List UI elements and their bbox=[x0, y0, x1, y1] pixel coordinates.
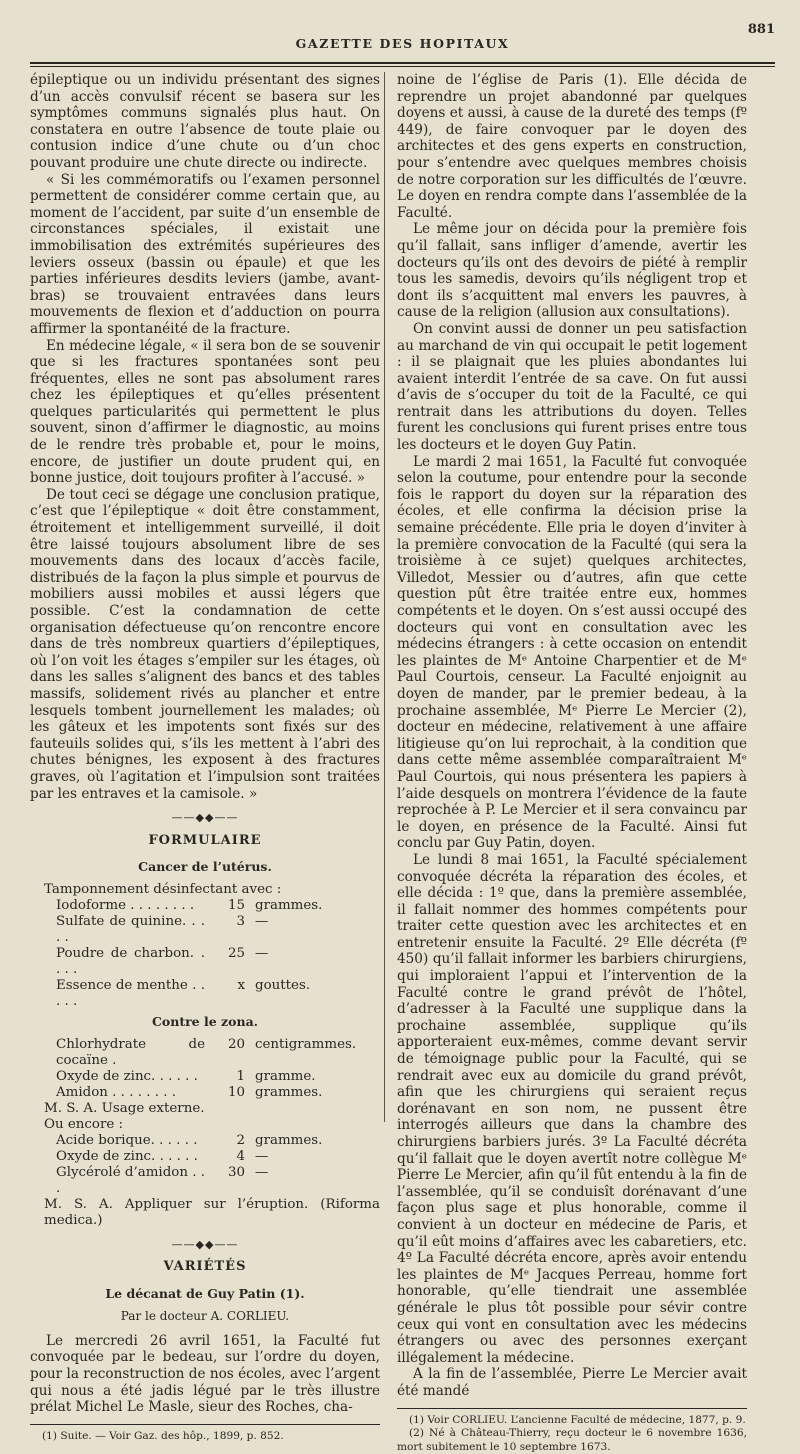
section-separator: ——◆◆—— bbox=[30, 1237, 380, 1254]
paragraph: « Si les commémoratifs ou l’examen personnel permettent de considérer comme certain que, au moment de l’accident, par suite d’un ensemble de circonstances spéciales, il existait une immobilisation des extrémités supérieures des leviers osseux (bassin ou épaule) et que les parties inférieures desdits leviers (jambe, avant-bras) se trouvaient entravées dans leurs mouvements de flexion et d’adduction on pourra affirmer la spontanéité de la fracture. bbox=[30, 172, 380, 338]
header-rule-thin bbox=[30, 66, 775, 67]
paragraph: Le mardi 2 mai 1651, la Faculté fut convoquée selon la coutume, pour entendre pour la seconde fois le rapport du doyen sur la réparation des écoles, et elle confirma la décision prise la semaine précédente. Elle pria le doyen d’inviter à la première convocation de la Faculté (qui sera la troisième à ce sujet) quelques architectes, Villedot, Messier ou d’autres, afin que cette question pût être traitée entre eux, hommes compétents et le doyen. On s’est aussi occupé des docteurs qui vont en consultation avec les médecins étrangers : à cette occasion on entendit les plaintes de Mᵉ Antoine Charpentier et de Mᵉ Paul Courtois, censeur. La Faculté enjoignit au doyen de mander, par le premier bedeau, à la prochaine assemblée, Mᵉ Pierre Le Mercier (2), docteur en médecine, relativement à une affaire litigieuse qu’on lui reprochait, à la condition que dans cette même assemblée comparaîtraient Mᵉ Paul Courtois, qui nous présentera les papiers à l’aide desquels on montrera l’évidence de la faute reprochée à P. Le Mercier et il sera convaincu par le doyen, en présence de la Faculté. Ainsi fut conclu par Guy Patin, doyen. bbox=[397, 454, 747, 852]
formula-usage: M. S. A. Usage externe. bbox=[30, 1101, 380, 1117]
formula-row: Iodoforme . . . . . . . . 15 grammes. bbox=[30, 898, 380, 914]
paragraph: noine de l’église de Paris (1). Elle décida de reprendre un projet abandonné par quelques doyens et aussi, à cause de la dureté des temps (fº 449), de faire convoquer par le doyen des architectes et des gens experts en construction, pour s’entendre avec quelques membres choisis de notre corporation sur les difficultés de l’œuvre. Le doyen en rendra compte dans l’assemblée de la Faculté. bbox=[397, 72, 747, 221]
article-title: Le décanat de Guy Patin (1). bbox=[30, 1286, 380, 1303]
footnote: (1) Suite. — Voir Gaz. des hôp., 1899, p. 852. bbox=[30, 1430, 380, 1444]
formula-row: Sulfate de quinine. . . . . 3 — bbox=[30, 914, 380, 946]
paragraph: Le mercredi 26 avril 1651, la Faculté fut convoquée par le bedeau, sur l’ordre du doyen, pour la reconstruction de nos écoles, avec l’argent qui nous a été jadis légué par le très illustre prélat Michel Le Masle, sieur des Roches, cha- bbox=[30, 1333, 380, 1416]
formula-list bbox=[30, 1037, 380, 1101]
footnote: (1) Voir CORLIEU. L’ancienne Faculté de médecine, 1877, p. 9. bbox=[397, 1414, 747, 1428]
section-title-formulaire: FORMULAIRE bbox=[30, 833, 380, 850]
formula-alt-intro: Ou encore : bbox=[30, 1117, 380, 1133]
paragraph: épileptique ou un individu présentant des signes d’un accès convulsif récent se basera sur les symptômes communs signalés plus haut. On constatera en outre l’absence de toute plaie ou contusion indice d’une chute ou d’un choc pouvant produire une chute directe ou indirecte. bbox=[30, 72, 380, 172]
footnotes bbox=[30, 1424, 380, 1444]
formula-list bbox=[30, 1133, 380, 1197]
running-title: GAZETTE DES HOPITAUX bbox=[30, 36, 775, 51]
formula-intro: Tamponnement désinfectant avec : bbox=[30, 882, 380, 898]
section-separator: ——◆◆—— bbox=[30, 810, 380, 827]
paragraph: De tout ceci se dégage une conclusion pratique, c’est que l’épileptique « doit être constamment, étroitement et intelligemment surveillé, il doit être laissé toujours absolument libre de ses mouvements dans des locaux d’accès facile, distribués de la façon la plus simple et pourvus de mobiliers aussi mobiles et aussi légers que possible. C’est la condamnation de cette organisation défectueuse qu’on rencontre encore dans de très nombreux quartiers d’épileptiques, où l’on voit les étages s’empiler sur les étages, où dans les salles s’alignent des bancs et des tables massifs, solidement rivés au plancher et entre lesquels tombent journellement les malades; où les gâteux et les impotents sont fixés sur des fauteuils solides qui, s’ils les mettent à l’abri des chutes bénignes, les exposent à des fractures graves, où l’agitation et l’impulsion sont traitées par les entraves et la camisole. » bbox=[30, 487, 380, 802]
paragraph: A la fin de l’assemblée, Pierre Le Mercier avait été mandé bbox=[397, 1366, 747, 1399]
paragraph: On convint aussi de donner un peu satisfaction au marchand de vin qui occupait le petit logement : il se plaignait que les pluies abondantes lui avaient interdit l’entrée de sa cave. On fut aussi d’avis de s’occuper du toit de la Faculté, ce qui rentrait dans les attributions du doyen. Telles furent les conclusions qui furent prises entre tous les docteurs et le doyen Guy Patin. bbox=[397, 321, 747, 454]
footnotes bbox=[397, 1408, 747, 1454]
subsection-title: Contre le zona. bbox=[30, 1014, 380, 1031]
formula-usage: M. S. A. Appliquer sur l’éruption. (Riforma medica.) bbox=[30, 1197, 380, 1229]
column-divider bbox=[384, 72, 385, 1122]
article-byline: Par le docteur A. CORLIEU. bbox=[30, 1308, 380, 1325]
formula-row: Chlorhydrate de cocaïne . 20 centigrammes. bbox=[30, 1037, 380, 1069]
left-column bbox=[30, 72, 380, 1132]
formula-row: Poudre de charbon. . . . . 25 — bbox=[30, 946, 380, 978]
section-title-varietes: VARIÉTÉS bbox=[30, 1259, 380, 1276]
formula-row: Oxyde de zinc. . . . . . 4 — bbox=[30, 1149, 380, 1165]
header-rule bbox=[30, 62, 775, 64]
formula-list bbox=[30, 898, 380, 1010]
formula-row: Glycérolé d’amidon . . . 30 — bbox=[30, 1165, 380, 1197]
right-column bbox=[397, 72, 747, 1132]
formula-row: Acide borique. . . . . . 2 grammes. bbox=[30, 1133, 380, 1149]
paragraph: Le même jour on décida pour la première fois qu’il fallait, sans infliger d’amende, avertir les docteurs qu’ils ont des devoirs de piété à remplir tous les samedis, devoirs qu’ils négligent trop et dont ils s’acquittent mal envers les pauvres, à cause de la religion (allusion aux consultations). bbox=[397, 221, 747, 321]
paragraph: Le lundi 8 mai 1651, la Faculté spécialement convoquée décréta la réparation des écoles, et elle décida : 1º que, dans la première assemblée, il fallait nommer des hommes compétents pour traiter cette question avec les architectes et en entretenir ensuite la Faculté. 2º Elle décréta (fº 450) qu’il fallait informer les barbiers chirurgiens, qui imploraient l’appui et l’intervention de la Faculté contre le grand prévôt de l’hôtel, d’adresser à la Faculté une supplique dans la prochaine assemblée, supplique qu’ils apporteraient eux-mêmes, comme devant servir de témoignage public pour la Faculté, qui se rendrait avec eux au domicile du grand prévôt, afin que les chirurgiens qui seraient reçus dorénavant en son nom, ne pussent être interrogés ailleurs que dans la chambre des chirurgiens barbiers jurés. 3º La Faculté décréta qu’il fallait que le doyen avertît notre collègue Mᵉ Pierre Le Mercier, afin qu’il fût entendu à la fin de l’assemblée, qu’il se conduisît dorénavant d’une façon plus sage et plus honorable, comme il convient à un docteur en médecine de Paris, et qu’il eût moins d’affaires avec les cabaretiers, etc. 4º La Faculté décréta encore, après avoir entendu les plaintes de Mᵉ Jacques Perreau, homme fort honorable, qu’elle tiendrait une assemblée générale le plus tôt possible pour sévir contre ceux qui vont en consultation avec les médecins étrangers ou avec des personnes exerçant illégalement la médecine. bbox=[397, 852, 747, 1366]
formula-row: Oxyde de zinc. . . . . . 1 gramme. bbox=[30, 1069, 380, 1085]
page-number: 881 bbox=[748, 22, 775, 37]
page-header bbox=[30, 20, 775, 62]
footnote: (2) Né à Château-Thierry, reçu docteur le 6 novembre 1636, mort subitement le 10 septembre 1673. bbox=[397, 1427, 747, 1454]
formula-row: Amidon . . . . . . . . 10 grammes. bbox=[30, 1085, 380, 1101]
subsection-title: Cancer de l’utérus. bbox=[30, 859, 380, 876]
formula-row: Essence de menthe . . . . . x gouttes. bbox=[30, 978, 380, 1010]
paragraph: En médecine légale, « il sera bon de se souvenir que si les fractures spontanées sont peu fréquentes, elles ne sont pas absolument rares chez les épileptiques et qu’elles présentent quelques particularités qui permettent le plus souvent, sinon d’affirmer le diagnostic, au moins de le rendre très probable et, pour le moins, encore, de justifier un doute prudent qui, en bonne justice, doit toujours profiter à l’accusé. » bbox=[30, 338, 380, 487]
